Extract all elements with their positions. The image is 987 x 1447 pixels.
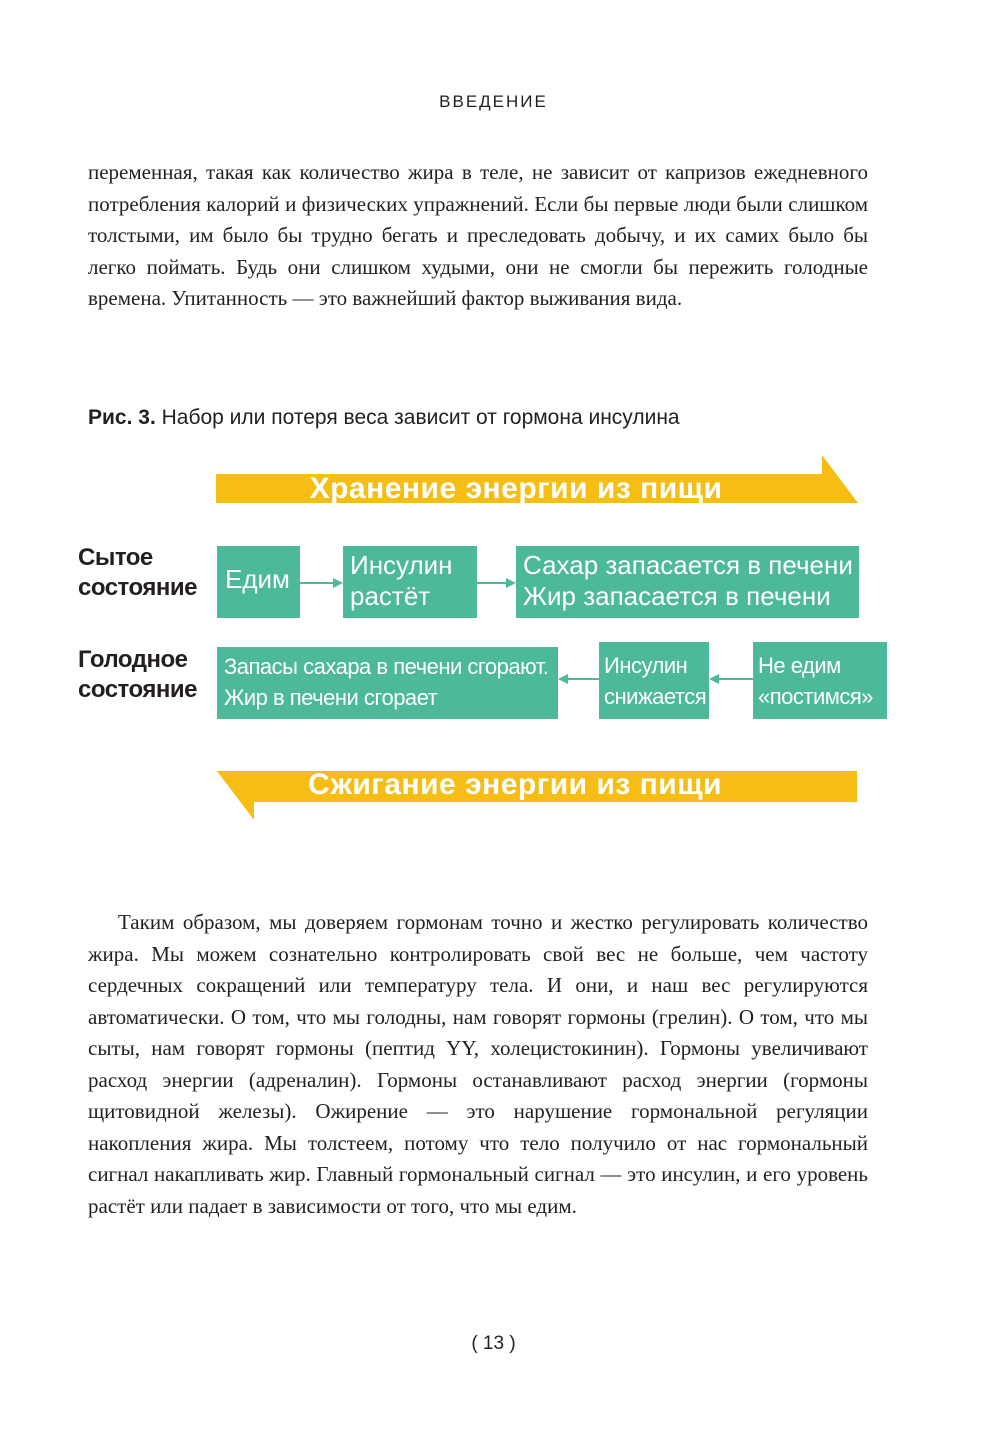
fed-box-eat-text: Едим: [225, 564, 290, 594]
figure-caption-text: Набор или потеря веса зависит от гормона инсулина: [155, 406, 680, 429]
burning-banner-title: Сжигание энергии из пищи: [308, 768, 722, 801]
fasted-box-insulin-line1: Инсулин: [604, 653, 688, 678]
fasted-box-burning: [217, 647, 558, 719]
fed-box-insulin-line2: растёт: [350, 581, 431, 611]
fasted-state-label-line1: Голодное: [78, 646, 188, 673]
fasted-box-not-eating: [753, 642, 887, 719]
fed-box-eat: [217, 546, 300, 618]
fed-box-storage-line1: Сахар запасается в печени: [523, 550, 853, 580]
fasted-state-label: [78, 645, 197, 705]
fasted-box-not-eating-line2: «постимся»: [758, 684, 874, 709]
fasted-box-burning-line1: Запасы сахара в печени сгорают.: [224, 654, 549, 679]
fed-box-insulin-rises: [343, 546, 477, 618]
fed-arrow-1: [300, 578, 343, 588]
figure-caption-label: Рис. 3.: [88, 406, 156, 429]
storage-banner-title: Хранение энергии из пищи: [309, 472, 723, 505]
body-paragraph-1: переменная, такая как количество жира в теле, не зависит от капризов ежедневного потребления калорий и физических упражнений. Если бы первые люди были слишком толстыми, им было бы трудно бегать и преследовать добычу, и их самих было бы легко поймать. Будь они слишком худыми, они не смогли бы пережить голодные времена. Упитанность — это важнейший фактор выживания вида.: [88, 160, 868, 310]
page-number: ( 13 ): [471, 1333, 516, 1354]
fasted-box-burning-line2: Жир в печени сгорает: [224, 685, 438, 710]
running-header: ВВЕДЕНИЕ: [439, 92, 548, 111]
body-paragraph-2: Таким образом, мы доверяем гормонам точно и жестко регулировать количество жира. Мы можем сознательно контролировать свой вес не больше, чем частоту сердечных сокращений или температуру тела. И они, и наш вес регулируются автоматически. О том, что мы голодны, нам говорят гормоны (грелин). О том, что мы сыты, нам говорят гормоны (пептид YY, холецистокинин). Гормоны увеличивают расход энергии (адреналин). Гормоны останавливают расход энергии (гормоны щитовидной железы). Ожирение — это нарушение гормональной регуляции накопления жира. Мы толстеем, потому что тело получило от нас гормональный сигнал накапливать жир. Главный гормональный сигнал — это инсулин, и его уровень растёт или падает в зависимости от того, что мы едим.: [88, 910, 868, 1218]
fed-box-insulin-line1: Инсулин: [350, 550, 453, 580]
fed-state-label: [78, 543, 197, 603]
fed-state-label-line1: Сытое: [78, 544, 153, 571]
fasted-box-insulin-drops: [599, 642, 709, 719]
fasted-box-insulin-line2: снижается: [604, 684, 707, 709]
fasted-arrow-2: [709, 674, 753, 684]
fed-state-label-line2: состояние: [78, 574, 197, 601]
fasted-arrow-1: [558, 674, 599, 684]
fed-box-storage: [516, 546, 859, 618]
fasted-box-not-eating-line1: Не едим: [758, 653, 841, 678]
fed-box-storage-line2: Жир запасается в печени: [523, 581, 831, 611]
fed-arrow-2: [477, 578, 516, 588]
fasted-state-label-line2: состояние: [78, 676, 197, 703]
